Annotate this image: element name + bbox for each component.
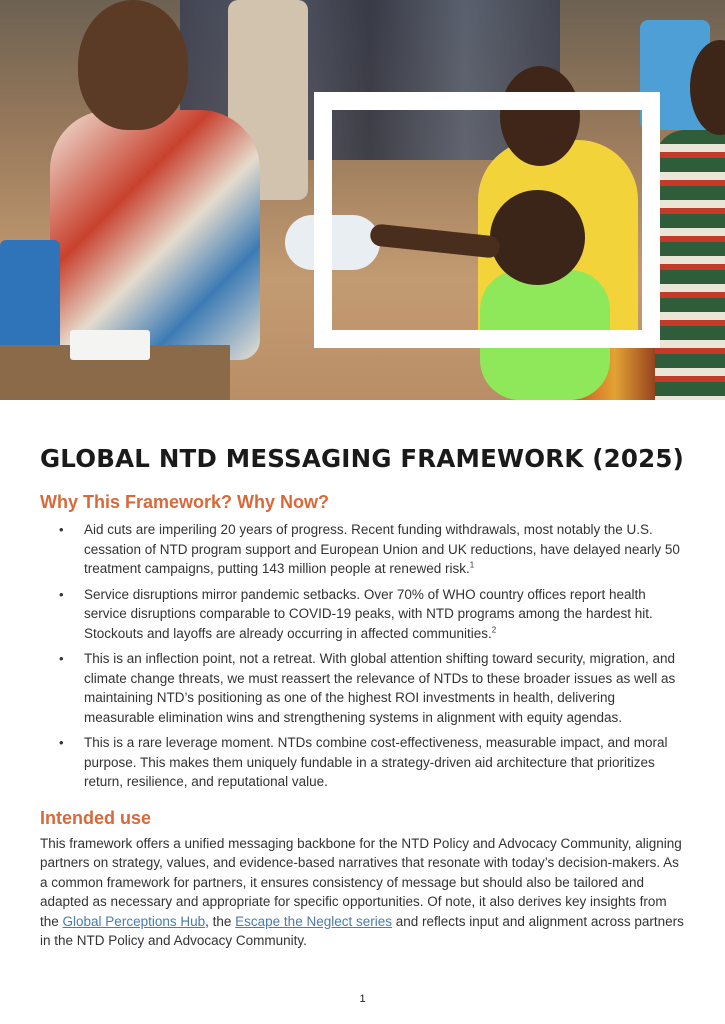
intended-text-before: This framework offers a unified messaging backbone for the NTD Policy and Advocacy Community, aligning partners on strategy, values, and evidence-based narratives that resonate with today’s decision-makers. As a common framework for partners, it ensures consistency of message but should also be tailored and adapted as necessary and appropriate for specific opportunities. Of note, it also derives key insights from the: [40, 835, 682, 929]
list-item: [40, 520, 685, 579]
page-number: 1: [359, 993, 366, 1005]
bullet-dot-icon: •: [59, 586, 64, 602]
document-body: [40, 438, 685, 951]
footnote-ref: 1: [469, 560, 475, 570]
intended-text-between: , the: [205, 913, 236, 929]
list-item: [40, 585, 685, 644]
intended-use-paragraph: [40, 834, 685, 951]
health-worker-head: [78, 0, 188, 130]
section-heading-intended-use: Intended use: [40, 807, 152, 828]
why-bullet-list: [40, 520, 685, 792]
boy-striped-shirt: [655, 130, 725, 400]
hero-photo: [0, 0, 725, 400]
bullet-dot-icon: •: [59, 522, 64, 537]
bullet-text: This is an inflection point, not a retreat. With global attention shifting toward security, migration, and climate change threats, we must reassert the relevance of NTDs to these broader issues as well as maintaining NTD’s positioning as one of the highest ROI investments in health, delivering measurable elimination wins and strengthening systems in alignment with equity agendas.: [84, 651, 676, 725]
section-heading-why: Why This Framework? Why Now?: [40, 492, 330, 512]
bullet-text: Aid cuts are imperiling 20 years of progress. Recent funding withdrawals, most notably the U.S. cessation of NTD program support and European Union and UK reductions, have delayed nearly 50 treatment campaigns, putting 143 million people at renewed risk.: [84, 522, 680, 576]
global-perceptions-hub-link[interactable]: Global Perceptions Hub: [62, 913, 206, 929]
bullet-dot-icon: •: [59, 735, 64, 750]
bullet-text: This is a rare leverage moment. NTDs combine cost-effectiveness, measurable impact, and moral purpose. This makes them uniquely fundable in a strategy-driven aid architecture that prioritizes return, resilience, and reputational value.: [84, 735, 668, 789]
bullet-text: Service disruptions mirror pandemic setbacks. Over 70% of WHO country offices report health service disruptions comparable to COVID-19 peaks, with NTD programs among the hardest hit. Stockouts and layoffs are already occurring in affected communities.: [84, 586, 653, 641]
paper-stack: [70, 330, 150, 360]
health-worker-body: [50, 110, 260, 360]
footnote-ref: 2: [491, 625, 497, 634]
escape-the-neglect-link[interactable]: Escape the Neglect series: [235, 913, 392, 929]
bullet-dot-icon: •: [59, 651, 64, 666]
document-title: GLOBAL NTD MESSAGING FRAMEWORK (2025): [40, 444, 685, 473]
photo-frame-overlay: [314, 92, 660, 348]
intended-text-after: and reflects input and alignment across partners in the NTD Policy and Advocacy Community.: [40, 913, 684, 948]
list-item: [40, 649, 685, 727]
list-item: [40, 733, 685, 792]
